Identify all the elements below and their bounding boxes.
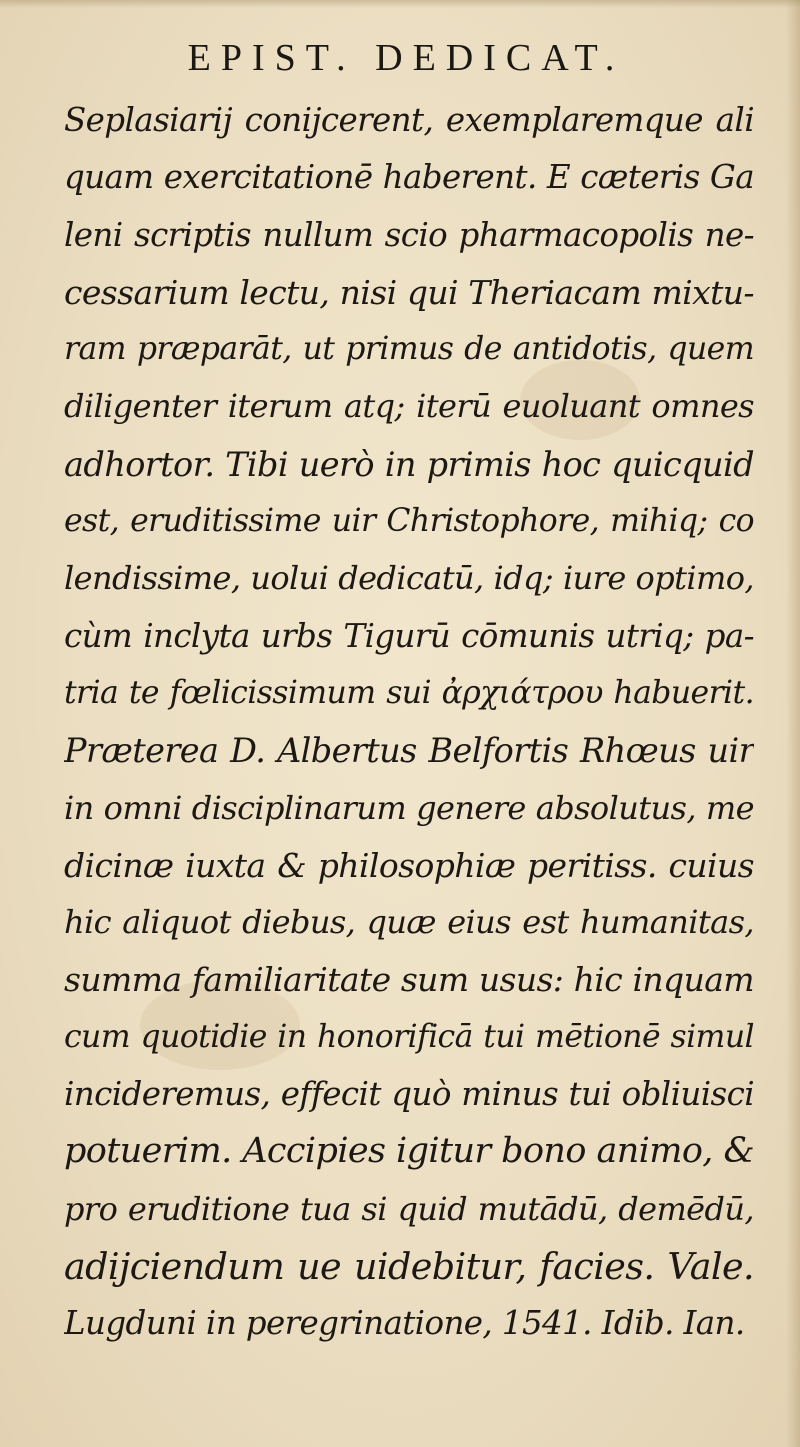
- page-right-edge: [786, 0, 800, 1447]
- text-line: cùm inclyta urbs Tigurū cōmunis utriq; pa-: [64, 616, 754, 655]
- text-line: Lugduni in peregrinatione, 1541. Idib. Ian.: [64, 1304, 745, 1343]
- text-line: hic aliquot diebus, quæ eius est humanitas,: [64, 903, 754, 942]
- text-line: adhortor. Tibi uerò in primis hoc quicquid: [64, 444, 754, 484]
- body-text: [64, 92, 754, 1353]
- text-line: quam exercitationē haberent. E cæteris Ga: [64, 158, 754, 197]
- text-line: cessarium lectu, nisi qui Theriacam mixtu-: [64, 272, 754, 312]
- text-line: cum quotidie in honorificā tui mētionē simul: [64, 1018, 754, 1055]
- text-line: leni scriptis nullum scio pharmacopolis ne-: [64, 215, 754, 254]
- text-line: in omni disciplinarum genere absolutus, me: [64, 788, 754, 827]
- text-line: lendissime, uolui dedicatū, idq; iure optimo,: [64, 559, 754, 598]
- text-line: summa familiaritate sum usus: hic inquam: [64, 960, 754, 1000]
- text-line: incideremus, effecit quò minus tui obliuisci: [64, 1075, 754, 1114]
- text-line: ram præparāt, ut primus de antidotis, quem: [64, 331, 754, 368]
- text-line: pro eruditione tua si quid mutādū, demēdū,: [64, 1189, 754, 1228]
- text-line: diligenter iterum atq; iterū euoluant omnes: [64, 387, 754, 426]
- running-head: EPIST. DEDICAT.: [187, 37, 625, 79]
- text-line: Seplasiarij conijcerent, exemplaremque ali: [64, 101, 754, 139]
- text-line: Præterea D. Albertus Belfortis Rhœus uir: [64, 731, 754, 771]
- page-top-shadow: [0, 0, 800, 8]
- text-line: tria te fœlicissimum sui ἀρχιάτρου habuerit.: [64, 674, 754, 711]
- text-line: adijciendum ue uidebitur, facies. Vale.: [64, 1244, 754, 1288]
- text-line: dicinæ iuxta & philosophiæ peritiss. cuius: [64, 845, 754, 885]
- text-line: potuerim. Accipies igitur bono animo, &: [64, 1131, 754, 1172]
- text-line: est, eruditissime uir Christophore, mihiq; co: [64, 503, 754, 540]
